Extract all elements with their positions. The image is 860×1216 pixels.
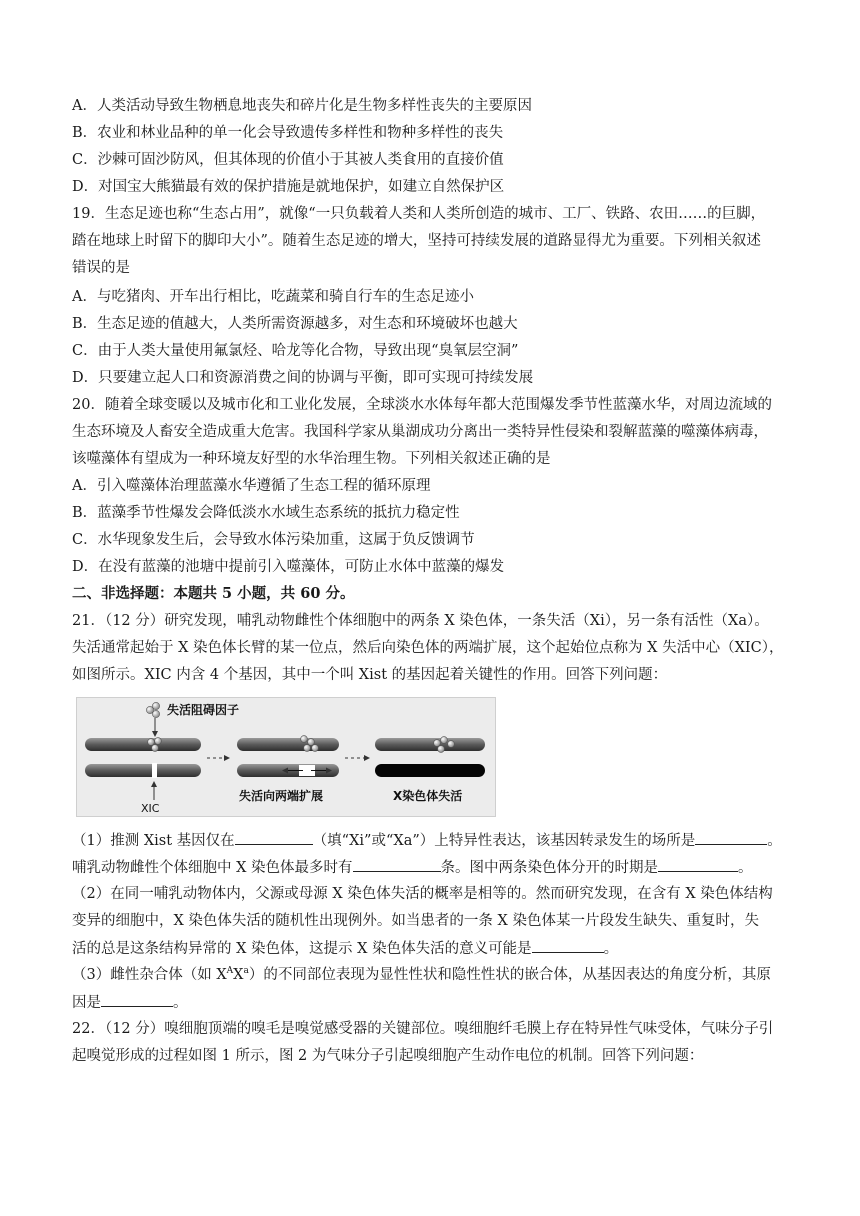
spread-label: 失活向两端扩展 <box>239 789 324 803</box>
q18-option-a: A．人类活动导致生物栖息地丧失和碎片化是生物多样性丧失的主要原因 <box>72 98 532 114</box>
q21-stem-line3: 如图所示。XIC 内含 4 个基因，其中一个叫 Xist 的基因起着关键性的作用。回答下列问题： <box>72 667 668 683</box>
answer-blank[interactable] <box>658 857 738 872</box>
q21-part2-line1: （2）在同一哺乳动物体内，父源或母源 X 染色体失活的概率是相等的。然而研究发现，在含有 X 染色体结构 <box>72 886 773 902</box>
q18-option-b: B．农业和林业品种的单一化会导致遗传多样性和物种多样性的丧失 <box>72 125 504 141</box>
q21-part3-line2 <box>72 992 188 1013</box>
q21-part3-text-a1: （3）雌性杂合体（如 X <box>72 967 227 983</box>
inactivated-label: X染色体失活 <box>393 789 463 803</box>
q18-option-c: C．沙棘可固沙防风，但其体现的价值小于其被人类食用的直接价值 <box>72 152 504 168</box>
q19-option-a: A．与吃猪肉、开车出行相比，吃蔬菜和骑自行车的生态足迹小 <box>72 289 474 305</box>
q20-option-c: C．水华现象发生后，会导致水体污染加重，这属于负反馈调节 <box>72 532 475 548</box>
q21-stem-line2: 失活通常起始于 X 染色体长臂的某一位点，然后向染色体的两端扩展，这个起始位点称为 X 失活中心（XIC）， <box>72 640 784 656</box>
q19-option-c: C．由于人类大量使用氟氯烃、哈龙等化合物，导致出现“臭氧层空洞” <box>72 343 519 359</box>
q21-part3-text-x: X <box>233 967 244 983</box>
xic-label: XIC <box>141 802 160 815</box>
q21-part2-text-d: 。 <box>603 941 619 957</box>
q21-stem-line1: 21．（12 分）研究发现，哺乳动物雌性个体细胞中的两条 X 染色体，一条失活（Xi），另一条有活性（Xa）。 <box>72 613 769 629</box>
q21-part1-line2 <box>72 857 753 878</box>
q21-part3-text-a2: ）的不同部位表现为显性性状和隐性性状的嵌合体，从基因表达的角度分析，其原 <box>248 967 771 983</box>
q22-stem-line2: 起嗅觉形成的过程如图 1 所示，图 2 为气味分子引起嗅细胞产生动作电位的机制。回答下列问题： <box>72 1048 704 1064</box>
q21-part1-text-b: （填“Xi”或“Xa”）上特异性表达，该基因转录发生的场所是 <box>312 833 696 849</box>
q21-part1-text-d: 哺乳动物雌性个体细胞中 X 染色体最多时有 <box>72 860 353 876</box>
q22-stem-line1: 22．（12 分）嗅细胞顶端的嗅毛是嗅觉感受器的关键部位。嗅细胞纤毛膜上存在特异性气味受体，气味分子引 <box>72 1021 774 1037</box>
q20-option-a: A．引入噬藻体治理蓝藻水华遵循了生态工程的循环原理 <box>72 478 431 494</box>
answer-blank[interactable] <box>235 830 313 845</box>
section-heading: 二、非选择题：本题共 5 小题，共 60 分。 <box>72 585 355 602</box>
q21-part1-text-c: 。 <box>767 833 782 849</box>
x-inactivation-diagram <box>77 698 495 816</box>
q21-part3-text-b: 因是 <box>72 995 101 1011</box>
q18-option-d: D．对国宝大熊猫最有效的保护措施是就地保护，如建立自然保护区 <box>72 179 505 195</box>
q21-part3-text-c: 。 <box>173 995 188 1011</box>
answer-blank[interactable] <box>695 830 767 845</box>
q21-part2-text-c: 活的总是这条结构异常的 X 染色体，这提示 X 染色体失活的意义可能是 <box>72 941 532 957</box>
q19-option-b: B．生态足迹的值越大，人类所需资源越多，对生态和环境破坏也越大 <box>72 316 518 332</box>
allele-superscript: a <box>243 966 249 977</box>
q21-part1-text-e: 条。图中两条染色体分开的时期是 <box>440 860 659 876</box>
q20-stem-line2: 生态环境及人畜安全造成重大危害。我国科学家从巢湖成功分离出一类特异性侵染和裂解蓝藻的噬藻体病毒， <box>72 424 768 440</box>
answer-blank[interactable] <box>532 938 604 953</box>
q21-part2-line2: 变异的细胞中，X 染色体失活的随机性出现例外。如当患者的一条 X 染色体某一片段发生缺失、重复时，失 <box>72 913 759 929</box>
q20-stem-line3: 该噬藻体有望成为一种环境友好型的水华治理生物。下列相关叙述正确的是 <box>72 451 551 467</box>
q19-stem-line2: 踏在地球上时留下的脚印大小”。随着生态足迹的增大，坚持可持续发展的道路显得尤为重要。下列相关叙述 <box>72 233 761 249</box>
q20-option-d: D．在没有蓝藻的池塘中提前引入噬藻体，可防止水体中蓝藻的爆发 <box>72 559 505 575</box>
q19-option-d: D．只要建立起人口和资源消费之间的协调与平衡，即可实现可持续发展 <box>72 370 534 386</box>
q21-part3-line1 <box>72 965 771 985</box>
q21-part1-line1 <box>72 830 782 851</box>
factor-label: 失活阻碍因子 <box>167 703 240 717</box>
q20-stem-line1: 20．随着全球变暖以及城市化和工业化发展，全球淡水水体每年都大范围爆发季节性蓝藻水华，对周边流域的 <box>72 397 772 413</box>
allele-superscript: A <box>226 966 234 977</box>
inhibiting-factor-icon <box>146 702 159 717</box>
x-inactivation-figure <box>76 697 496 817</box>
answer-blank[interactable] <box>353 857 441 872</box>
q19-stem-line1: 19．生态足迹也称“生态占用”，就像“一只负载着人类和人类所创造的城市、工厂、铁路、农田……的巨脚， <box>72 206 766 222</box>
q21-part1-text-f: 。 <box>738 860 753 876</box>
q21-part1-text-a: （1）推测 Xist 基因仅在 <box>72 833 235 849</box>
q20-option-b: B．蓝藻季节性爆发会降低淡水水域生态系统的抵抗力稳定性 <box>72 505 460 521</box>
q21-part2-line3 <box>72 938 618 959</box>
q19-stem-line3: 错误的是 <box>72 260 130 276</box>
answer-blank[interactable] <box>101 992 173 1007</box>
